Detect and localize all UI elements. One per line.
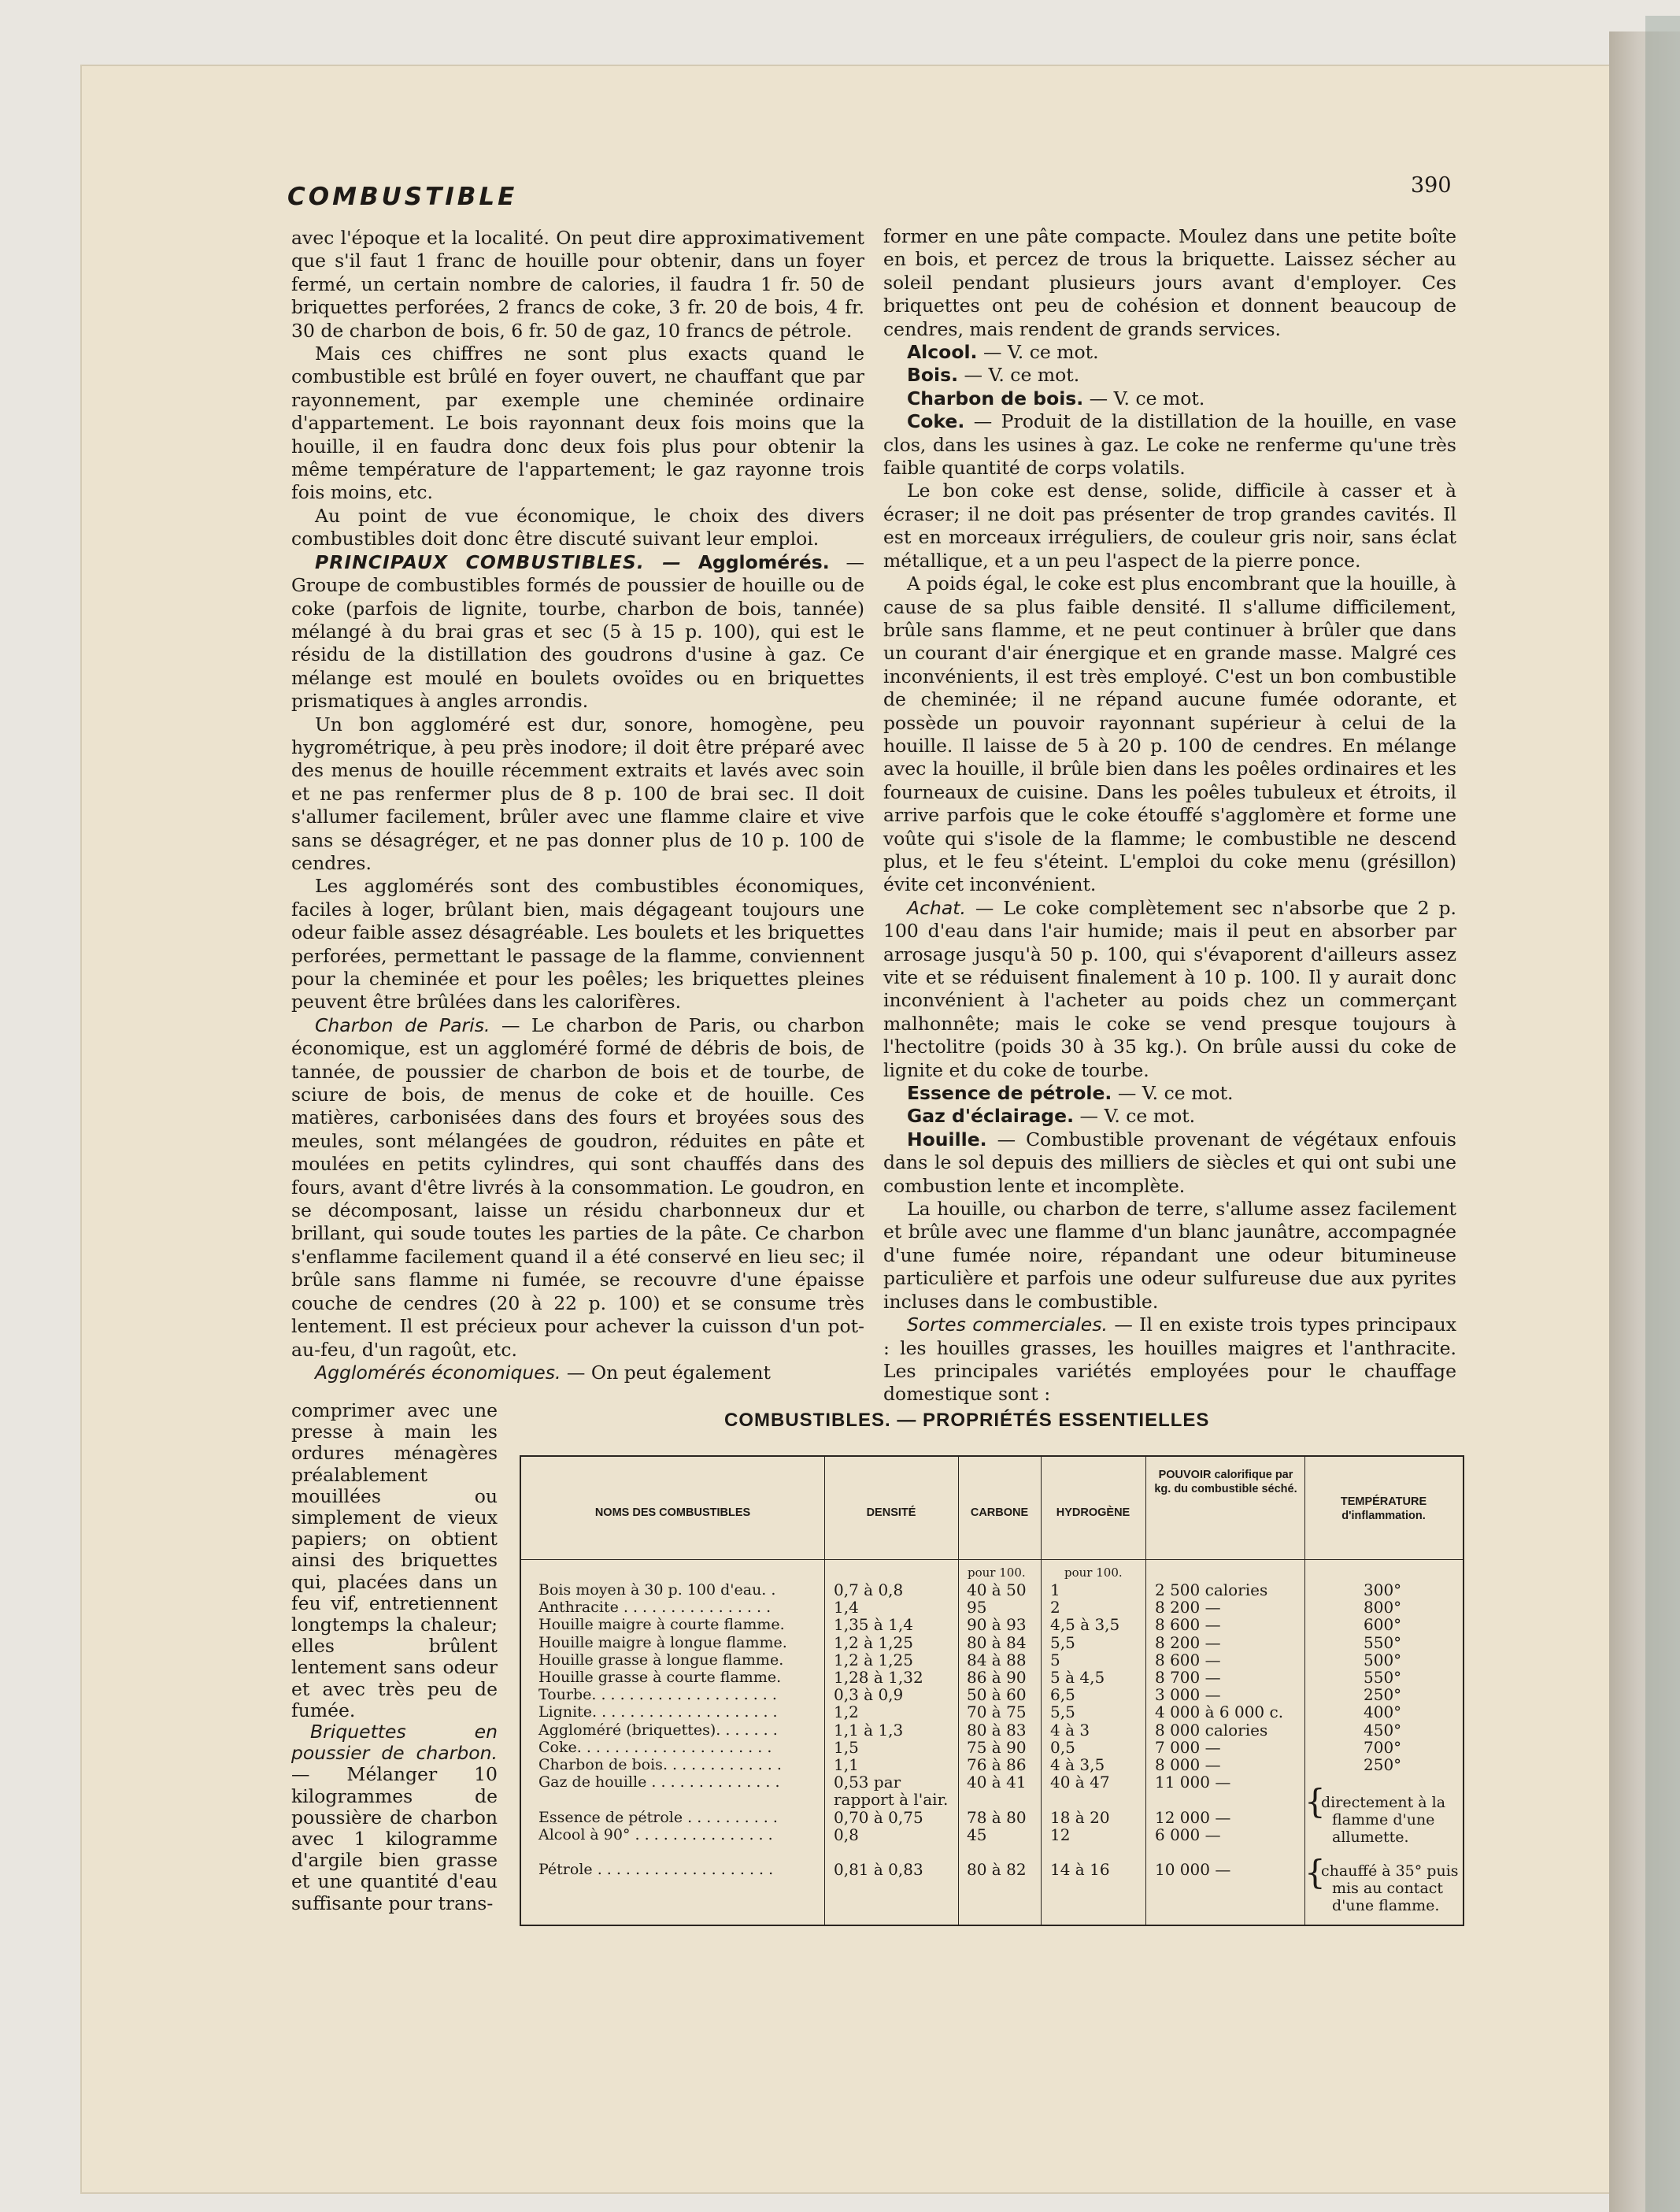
- entry-text: — V. ce mot.: [1079, 1105, 1196, 1128]
- table-cell-densite: 1,1 à 1,3: [834, 1720, 904, 1740]
- table-cell-name: Pétrole . . . . . . . . . . . . . . . . . . .: [538, 1861, 774, 1879]
- table-note-line: allumette.: [1332, 1829, 1409, 1846]
- table-cell-hydrogene: 5,5: [1050, 1703, 1075, 1722]
- subentry-term: Sortes commerciales.: [907, 1313, 1108, 1336]
- entry-text: — V. ce mot.: [982, 341, 1099, 364]
- table-cell-temperature: 800°: [1364, 1598, 1402, 1617]
- paragraph: former en une pâte compacte. Moulez dans une petite boîte en bois, et percez de trous la briquette. Laissez sécher au soleil pendant plusieurs jours avant d'employer. Ces briquettes ont peu de cohésion et donnent beaucoup de cendres, mais rendent de grands services.: [883, 225, 1456, 340]
- subentry-paragraph: [291, 1721, 498, 1914]
- table-cell-pouvoir: 8 600 —: [1155, 1615, 1221, 1635]
- properties-table: [520, 1455, 1464, 1926]
- table-cell-temperature: 500°: [1364, 1650, 1402, 1669]
- entry: [883, 364, 1456, 387]
- entry-text: — Le coke complètement sec n'absorbe que 2 p. 100 d'eau dans l'air humide; mais il peut en absorber par arrosage jusqu'à 50 p. 100, qui s'évaporent d'ailleurs assez vite et se réduisent finalement à 10 p. 100. Il y aurait donc inconvénient à l'acheter au poids chez un commerçant malhonnête; mais le coke se vend presque toujours à l'hectolitre (poids 30 à 35 kg.). On brûle aussi du coke de lignite et du coke de tourbe.: [883, 896, 1456, 1081]
- table-cell-densite: 1,2 à 1,25: [834, 1632, 913, 1652]
- header-divider: [521, 1559, 1463, 1560]
- table-cell-hydrogene: 6,5: [1050, 1685, 1075, 1705]
- header-temperature: TEMPÉRATURE d'inflammation.: [1340, 1495, 1427, 1522]
- entry: [883, 1082, 1456, 1105]
- table-cell-name: Houille grasse à longue flamme.: [538, 1651, 784, 1669]
- column-divider: [958, 1457, 959, 1925]
- paragraph: avec l'époque et la localité. On peut dire approximativement que s'il faut 1 franc de houille pour obtenir, dans un foyer fermé, un certain nombre de calories, il faudra 1 fr. 50 de briquettes perforées, 2 francs de coke, 3 fr. 20 de bois, 4 fr. 30 de charbon de bois, 6 fr. 50 de gaz, 10 francs de pétrole.: [291, 227, 864, 342]
- table-cell-name: Houille maigre à longue flamme.: [538, 1633, 787, 1651]
- entry: [883, 1128, 1456, 1198]
- paragraph: Au point de vue économique, le choix des divers combustibles doit donc être discuté suivant leur emploi.: [291, 504, 864, 550]
- subentry-term: Charbon de Paris.: [315, 1013, 490, 1036]
- table-cell-pouvoir: 8 700 —: [1155, 1668, 1221, 1687]
- entry-term: Essence de pétrole.: [907, 1082, 1112, 1105]
- table-cell-hydrogene: 12: [1050, 1825, 1071, 1844]
- table-cell-temperature: 550°: [1364, 1632, 1402, 1652]
- table-cell-pouvoir: 8 200 —: [1155, 1632, 1221, 1652]
- narrow-column: [291, 1400, 498, 1914]
- table-cell-hydrogene: 4,5 à 3,5: [1050, 1615, 1120, 1635]
- subentry-paragraph: [883, 1313, 1456, 1406]
- table-cell-name: Tourbe. . . . . . . . . . . . . . . . . . . .: [538, 1686, 777, 1704]
- table-cell-carbone: 90 à 93: [967, 1615, 1027, 1635]
- table-cell-densite: rapport à l'air.: [834, 1790, 949, 1810]
- table-cell-pouvoir: 8 000 calories: [1155, 1720, 1268, 1740]
- table-cell-carbone: 76 à 86: [967, 1755, 1027, 1774]
- table-cell-pouvoir: 2 500 calories: [1155, 1580, 1268, 1599]
- table-cell-hydrogene: 18 à 20: [1050, 1807, 1110, 1827]
- entry: [883, 341, 1456, 364]
- table-cell-hydrogene: 40 à 47: [1050, 1773, 1110, 1792]
- paragraph: Un bon aggloméré est dur, sonore, homogène, peu hygrométrique, à peu près inodore; il doit être préparé avec des menus de houille récemment extraits et lavés avec soin et ne pas renfermer plus de 8 p. 100 de brai sec. Il doit s'allumer facilement, brûler avec une flamme claire et vive sans se désagréger, et ne pas donner plus de 10 p. 100 de cendres.: [291, 713, 864, 874]
- subentry-term: Agglomérés économiques.: [315, 1361, 561, 1384]
- table-cell-carbone: 78 à 80: [967, 1807, 1027, 1827]
- paragraph: A poids égal, le coke est plus encombrant que la houille, à cause de sa plus faible densité. Il s'allume difficilement, brûle sans flamme, et ne peut continuer à brûler que dans un courant d'air énergique et en grande masse. Malgré ces inconvénients, il est très employé. C'est un bon combustible de cheminée; il ne répand aucune fumée odorante, et possède un pouvoir rayonnant supérieur à celui de la houille. Il laisse de 5 à 20 p. 100 de cendres. En mélange avec la houille, il brûle bien dans les poêles ordinaires et les fourneaux de cuisine. Dans les poêles tubuleux et étroits, il arrive parfois que le coke étouffé s'agglomère et forme une voûte qui s'isole de la flamme; le combustible ne descend plus, et le feu s'éteint. L'emploi du coke menu (grésillon) évite cet inconvénient.: [883, 572, 1456, 896]
- table-cell-hydrogene: 4 à 3: [1050, 1720, 1090, 1740]
- paragraph: La houille, ou charbon de terre, s'allume assez facilement et brûle avec une flamme d'un blanc jaunâtre, accompagnée d'une fumée noire, répandant une odeur bitumineuse particulière et parfois une odeur sulfureuse due aux pyrites incluses dans le combustible.: [883, 1198, 1456, 1313]
- table-cell-densite: 0,7 à 0,8: [834, 1580, 904, 1599]
- header-pouvoir: POUVOIR calorifique par kg. du combustible séché.: [1154, 1469, 1297, 1495]
- unit-label: pour 100.: [968, 1565, 1026, 1580]
- table-cell-densite: 1,35 à 1,4: [834, 1615, 913, 1635]
- header-hydrogene: HYDROGÈNE: [1056, 1506, 1130, 1519]
- entry-term: Charbon de bois.: [907, 387, 1084, 409]
- entry-term: Alcool.: [907, 341, 978, 364]
- table-note-line: d'une flamme.: [1332, 1897, 1440, 1914]
- paragraph: Les agglomérés sont des combustibles économiques, faciles à loger, brûlant bien, mais dégageant toujours une odeur faible assez désagréable. Les boulets et les briquettes perforées, permettant le passage de la flamme, conviennent pour la cheminée et pour les poêles; les briquettes pleines peuvent être brûlées dans les calorifères.: [291, 875, 864, 1013]
- entry-text: — Combustible provenant de végétaux enfouis dans le sol depuis des milliers de siècles et qui ont subi une combustion lente et incomplète.: [883, 1128, 1456, 1197]
- table-cell-name: Lignite. . . . . . . . . . . . . . . . . . . .: [538, 1703, 778, 1721]
- subentry-paragraph: [883, 897, 1456, 1082]
- column-divider: [1145, 1457, 1146, 1925]
- table-cell-densite: 1,1: [834, 1755, 859, 1774]
- table-cell-carbone: 86 à 90: [967, 1668, 1027, 1687]
- entry-text: — On peut également: [566, 1361, 771, 1384]
- paragraph: Mais ces chiffres ne sont plus exacts quand le combustible est brûlé en foyer ouvert, ne chauffant que par rayonnement, par exemple une cheminée ordinaire d'appartement. Le bois rayonnant deux fois moins que la houille, il en faudra donc deux fois plus pour obtenir la même température de l'appartement; le gaz rayonne trois fois moins, etc.: [291, 343, 864, 504]
- table-cell-densite: 0,81 à 0,83: [834, 1860, 923, 1880]
- table-cell-hydrogene: 0,5: [1050, 1737, 1075, 1757]
- entry-term: Gaz d'éclairage.: [907, 1105, 1074, 1128]
- table-cell-temperature: 700°: [1364, 1737, 1402, 1757]
- entry-text: — Mélanger 10 kilogrammes de poussière de charbon avec 1 kilogramme d'argile bien grasse et une quantité d'eau suffisante pour trans-: [291, 1763, 498, 1914]
- entry-term: Houille.: [907, 1128, 987, 1150]
- table-cell-temperature: 450°: [1364, 1720, 1402, 1740]
- table-cell-carbone: 70 à 75: [967, 1703, 1027, 1722]
- table-cell-pouvoir: 7 000 —: [1155, 1737, 1221, 1757]
- entry-text: — V. ce mot.: [1089, 387, 1205, 409]
- table-cell-name: Essence de pétrole . . . . . . . . . .: [538, 1808, 778, 1826]
- table-cell-hydrogene: 4 à 3,5: [1050, 1755, 1105, 1774]
- subentry-term: Achat.: [907, 896, 966, 919]
- column-divider: [824, 1457, 825, 1925]
- table-cell-densite: 0,53 par: [834, 1773, 901, 1792]
- table-note-line: directement à la: [1321, 1794, 1446, 1811]
- subentry-paragraph: [291, 1014, 864, 1362]
- table-cell-pouvoir: 8 200 —: [1155, 1598, 1221, 1617]
- table-cell-name: Charbon de bois. . . . . . . . . . . . .: [538, 1756, 782, 1773]
- table-cell-name: Houille grasse à courte flamme.: [538, 1669, 782, 1686]
- entry: [883, 410, 1456, 480]
- table-cell-pouvoir: 10 000 —: [1155, 1860, 1231, 1880]
- entry-text: — V. ce mot.: [1117, 1082, 1234, 1105]
- table-cell-hydrogene: 5,5: [1050, 1632, 1075, 1652]
- table-cell-pouvoir: 12 000 —: [1155, 1807, 1231, 1827]
- paragraph: comprimer avec une presse à main les ordures ménagères préalablement mouillées ou simplement de vieux papiers; on obtient ainsi des briquettes qui, placées dans un feu vif, entretiennent longtemps la chaleur; elles brûlent lentement sans odeur et avec très peu de fumée.: [291, 1399, 498, 1721]
- table-note-line: mis au contact: [1332, 1880, 1444, 1897]
- table-cell-densite: 1,2 à 1,25: [834, 1650, 913, 1669]
- table-cell-name: Houille maigre à courte flamme.: [538, 1616, 785, 1634]
- table-cell-carbone: 40 à 41: [967, 1773, 1027, 1792]
- table-cell-carbone: 40 à 50: [967, 1580, 1027, 1599]
- left-column: [291, 227, 864, 1384]
- table-cell-carbone: 50 à 60: [967, 1685, 1027, 1705]
- table-cell-hydrogene: 5: [1050, 1650, 1060, 1669]
- entry-term: Agglomérés.: [698, 550, 830, 573]
- table-cell-name: Anthracite . . . . . . . . . . . . . . . .: [538, 1599, 772, 1617]
- table-cell-name: Coke. . . . . . . . . . . . . . . . . . . . .: [538, 1738, 772, 1756]
- subentry-term: Briquettes en poussier de charbon.: [291, 1721, 498, 1765]
- brace: {: [1304, 1853, 1326, 1892]
- table-cell-pouvoir: 8 000 —: [1155, 1755, 1221, 1774]
- book-edge: [1645, 16, 1680, 2212]
- table-cell-densite: 1,5: [834, 1737, 859, 1757]
- table-cell-carbone: 80 à 83: [967, 1720, 1027, 1740]
- table-cell-temperature: 550°: [1364, 1668, 1402, 1687]
- header-names: NOMS DES COMBUSTIBLES: [594, 1506, 751, 1519]
- table-cell-temperature: 250°: [1364, 1755, 1402, 1774]
- table-cell-carbone: 75 à 90: [967, 1737, 1027, 1757]
- entry-term: Coke.: [907, 410, 965, 433]
- section-title: PRINCIPAUX COMBUSTIBLES. —: [315, 550, 682, 573]
- table-cell-hydrogene: 14 à 16: [1050, 1860, 1110, 1880]
- table-cell-name: Aggloméré (briquettes). . . . . . .: [538, 1721, 778, 1739]
- column-divider: [1041, 1457, 1042, 1925]
- table-cell-carbone: 95: [967, 1598, 987, 1617]
- table-cell-densite: 1,28 à 1,32: [834, 1668, 923, 1687]
- table-cell-densite: 1,2: [834, 1703, 859, 1722]
- running-header: COMBUSTIBLE: [287, 183, 518, 211]
- table-cell-temperature: 600°: [1364, 1615, 1402, 1635]
- table-title: COMBUSTIBLES. — PROPRIÉTÉS ESSENTIELLES: [724, 1410, 1210, 1431]
- entry-text: — V. ce mot.: [964, 364, 1080, 387]
- table-cell-pouvoir: 6 000 —: [1155, 1825, 1221, 1844]
- section-paragraph: [291, 551, 864, 713]
- table-cell-temperature: 300°: [1364, 1580, 1402, 1599]
- right-column: [883, 225, 1456, 1406]
- table-note-line: flamme d'une: [1332, 1811, 1435, 1829]
- entry-text: — Groupe de combustibles formés de poussier de houille ou de coke (parfois de lignite, tourbe, charbon de bois, tannée) mélangé à du brai gras et sec (5 à 15 p. 100), qui est le résidu de la distillation des goudrons d'usine à gaz. Ce mélange est moulé en boulets ovoïdes ou en briquettes prismatiques à angles arrondis.: [291, 550, 864, 713]
- entry: [883, 1105, 1456, 1128]
- table-cell-carbone: 80 à 82: [967, 1860, 1027, 1880]
- entry-term: Bois.: [907, 364, 959, 387]
- table-cell-pouvoir: 3 000 —: [1155, 1685, 1221, 1705]
- entry: [883, 387, 1456, 410]
- table-cell-hydrogene: 5 à 4,5: [1050, 1668, 1105, 1687]
- table-cell-densite: 0,3 à 0,9: [834, 1685, 904, 1705]
- table-cell-carbone: 84 à 88: [967, 1650, 1027, 1669]
- table-cell-name: Bois moyen à 30 p. 100 d'eau. .: [538, 1581, 776, 1599]
- table-note-line: chauffé à 35° puis: [1321, 1862, 1459, 1880]
- entry-text: — Il en existe trois types principaux : les houilles grasses, les houilles maigres et l'anthracite. Les principales variétés employées pour le chauffage domestique sont :: [883, 1313, 1456, 1406]
- table-cell-carbone: 80 à 84: [967, 1632, 1027, 1652]
- header-densite: DENSITÉ: [866, 1506, 916, 1519]
- table-cell-pouvoir: 8 600 —: [1155, 1650, 1221, 1669]
- unit-label: pour 100.: [1064, 1565, 1123, 1580]
- table-cell-temperature: 400°: [1364, 1703, 1402, 1722]
- table-cell-temperature: 250°: [1364, 1685, 1402, 1705]
- paragraph: Le bon coke est dense, solide, difficile à casser et à écraser; il ne doit pas présenter de trop grandes cavités. Il est en morceaux irréguliers, de couleur gris noir, sans éclat métallique, et a un peu l'aspect de la pierre ponce.: [883, 480, 1456, 572]
- table-cell-name: Gaz de houille . . . . . . . . . . . . . .: [538, 1773, 780, 1791]
- table-cell-pouvoir: 4 000 à 6 000 c.: [1155, 1703, 1284, 1722]
- header-carbone: CARBONE: [970, 1506, 1029, 1519]
- entry-text: — Le charbon de Paris, ou charbon économique, est un aggloméré formé de débris de bois, de tannée, de poussier de charbon de bois et de tourbe, de sciure de bois, de menus de coke et de houille. Ces matières, carbonisées dans des fours et broyées sous des meules, sont mélangées de goudron, réduites en pâte et moulées en petits cylindres, qui sont chauffés dans des fours, avant d'être livrés à la consommation. Le goudron, en se décomposant, laisse un résidu charbonneux dur et brillant, qui soude toutes les parties de la pâte. Ce charbon s'enflamme facilement quand il a été conservé en lieu sec; il brûle sans flamme ni fumée, se recouvre d'une épaisse couche de cendres (20 à 22 p. 100) et se consume très lentement. Il est précieux pour achever la cuisson d'un pot-au-feu, d'un ragoût, etc.: [291, 1013, 864, 1361]
- table-cell-densite: 0,8: [834, 1825, 859, 1844]
- subentry-paragraph: [291, 1362, 864, 1384]
- table-cell-hydrogene: 2: [1050, 1598, 1060, 1617]
- brace: {: [1304, 1782, 1326, 1821]
- table-cell-hydrogene: 1: [1050, 1580, 1060, 1599]
- table-cell-densite: 1,4: [834, 1598, 859, 1617]
- page-number: 390: [1411, 173, 1452, 198]
- table-cell-pouvoir: 11 000 —: [1155, 1773, 1231, 1792]
- table-cell-carbone: 45: [967, 1825, 987, 1844]
- entry-text: — Produit de la distillation de la houille, en vase clos, dans les usines à gaz. Le coke ne renferme qu'une très faible quantité de corps volatils.: [883, 410, 1456, 480]
- table-cell-name: Alcool à 90° . . . . . . . . . . . . . . .: [538, 1825, 773, 1843]
- table-cell-densite: 0,70 à 0,75: [834, 1807, 923, 1827]
